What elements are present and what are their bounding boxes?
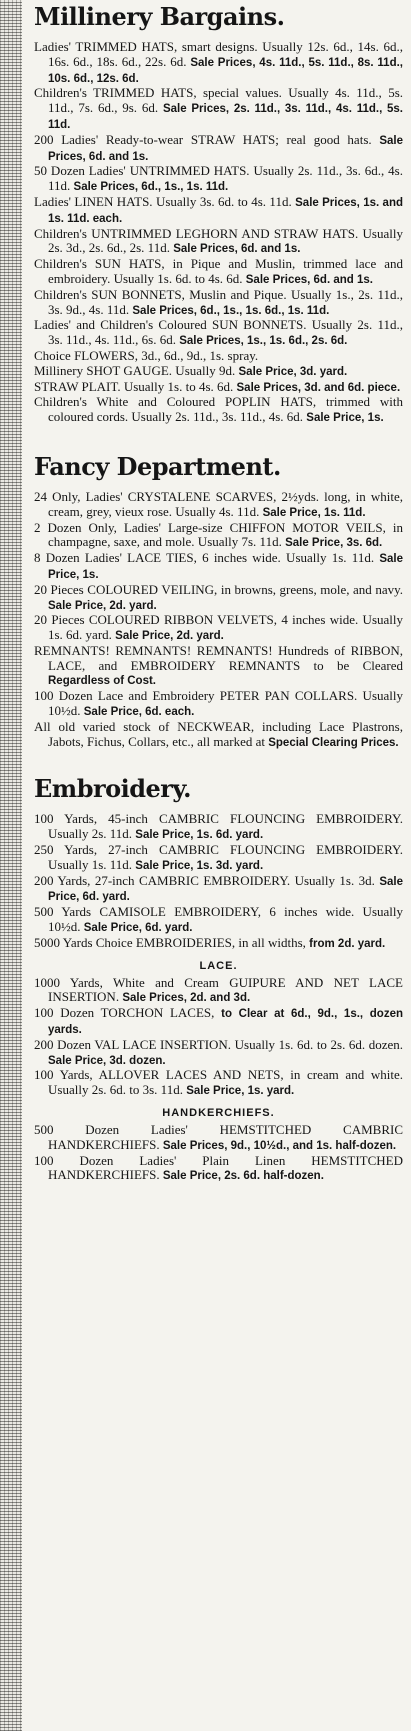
list-item: 20 Pieces COLOURED RIBBON VELVETS, 4 inches wide. Usually 1s. 6d. yard. Sale Price, 2d. yard.	[34, 612, 403, 643]
embroidery-list	[34, 812, 403, 951]
list-item: 100 Dozen Ladies' Plain Linen HEMSTITCHED HANDKERCHIEFS. Sale Price, 2s. 6d. half-dozen.	[34, 1152, 403, 1183]
list-item: 250 Yards, 27-inch CAMBRIC FLOUNCING EMBROIDERY. Usually 1s. 11d. Sale Price, 1s. 3d. yard.	[34, 842, 403, 872]
section-heading-fancy: Fancy Department.	[34, 451, 281, 481]
list-item: 500 Dozen Ladies' HEMSTITCHED CAMBRIC HANDKERCHIEFS. Sale Prices, 9d., 10½d., and 1s. half-dozen.	[34, 1122, 403, 1152]
list-item: 100 Dozen Lace and Embroidery PETER PAN COLLARS. Usually 10½d. Sale Price, 6d. each.	[34, 688, 403, 719]
millinery-list	[34, 40, 403, 426]
section-heading-millinery: Millinery Bargains.	[34, 2, 285, 31]
torn-paper-edge	[0, 0, 22, 1731]
list-item: 100 Yards, ALLOVER LACES AND NETS, in cream and white. Usually 2s. 6d. to 3s. 11d. Sale Price, 1s. yard.	[34, 1067, 403, 1098]
list-item: Ladies' LINEN HATS. Usually 3s. 6d. to 4s. 11d. Sale Prices, 1s. and 1s. 11d. each.	[34, 193, 403, 225]
list-item: 24 Only, Ladies' CRYSTALENE SCARVES, 2½yds. long, in white, cream, grey, vieux rose. Usually 4s. 11d. Sale Price, 1s. 11d.	[34, 488, 403, 519]
list-item: 2 Dozen Only, Ladies' Large-size CHIFFON MOTOR VEILS, in champagne, saxe, and mole. Usually 7s. 11d. Sale Price, 3s. 6d.	[34, 519, 403, 550]
list-item: 500 Yards CAMISOLE EMBROIDERY, 6 inches wide. Usually 10½d. Sale Price, 6d. yard.	[34, 904, 403, 935]
list-item: 200 Dozen VAL LACE INSERTION. Usually 1s. 6d. to 2s. 6d. dozen. Sale Price, 3d. dozen.	[34, 1036, 403, 1067]
list-item: Ladies' TRIMMED HATS, smart designs. Usually 12s. 6d., 14s. 6d., 16s. 6d., 18s. 6d., 22s. 6d. Sale Prices, 4s. 11d., 5s. 11d., 8s. 11d., 10s. 6d., 12s. 6d.	[34, 39, 403, 85]
list-item: 100 Yards, 45-inch CAMBRIC FLOUNCING EMBROIDERY. Usually 2s. 11d. Sale Price, 1s. 6d. yard.	[34, 811, 403, 842]
list-item: Children's UNTRIMMED LEGHORN AND STRAW HATS. Usually 2s. 3d., 2s. 6d., 2s. 11d. Sale Prices, 6d. and 1s.	[34, 225, 403, 256]
advert-column	[34, 0, 403, 1184]
subheading-handkerchiefs: HANDKERCHIEFS.	[162, 1107, 275, 1120]
list-item: 20 Pieces COLOURED VEILING, in browns, greens, mole, and navy. Sale Price, 2d. yard.	[34, 581, 403, 612]
list-item: STRAW PLAIT. Usually 1s. to 4s. 6d. Sale Prices, 3d. and 6d. piece.	[34, 378, 401, 394]
list-item: 5000 Yards Choice EMBROIDERIES, in all widths, from 2d. yard.	[34, 934, 386, 950]
list-item: 200 Ladies' Ready-to-wear STRAW HATS; real good hats. Sale Prices, 6d. and 1s.	[34, 131, 404, 163]
list-item: 1000 Yards, White and Cream GUIPURE AND NET LACE INSERTION. Sale Prices, 2d. and 3d.	[34, 974, 403, 1005]
subheading-lace: LACE.	[199, 959, 238, 972]
handkerchiefs-list	[34, 1123, 403, 1184]
list-item: 200 Yards, 27-inch CAMBRIC EMBROIDERY. Usually 1s. 3d. Sale Price, 6d. yard.	[34, 872, 403, 904]
list-item: Children's White and Coloured POPLIN HATS, trimmed with coloured cords. Usually 2s. 11d., 3s. 11d., 4s. 6d. Sale Price, 1s.	[34, 394, 403, 425]
list-item: Choice FLOWERS, 3d., 6d., 9d., 1s. spray.	[34, 347, 259, 363]
list-item: Millinery SHOT GAUGE. Usually 9d. Sale Price, 3d. yard.	[34, 362, 348, 378]
list-item: Ladies' and Children's Coloured SUN BONNETS. Usually 2s. 11d., 3s. 11d., 4s. 11d., 6s. 6d. Sale Prices, 1s., 1s. 6d., 2s. 6d.	[34, 317, 403, 348]
list-item: Children's SUN BONNETS, Muslin and Pique. Usually 1s., 2s. 11d., 3s. 9d., 4s. 11d. Sale Prices, 6d., 1s., 1s. 6d., 1s. 11d.	[34, 286, 403, 317]
list-item: 8 Dozen Ladies' LACE TIES, 6 inches wide. Usually 1s. 11d. Sale Price, 1s.	[34, 550, 403, 581]
list-item: All old varied stock of NECKWEAR, including Lace Plastrons, Jabots, Fichus, Collars, etc., all marked at Special Clearing Prices.	[34, 718, 403, 749]
fancy-list	[34, 490, 403, 751]
section-heading-embroidery: Embroidery.	[34, 774, 191, 804]
list-item: Children's SUN HATS, in Pique and Muslin, trimmed lace and embroidery. Usually 1s. 6d. to 4s. 6d. Sale Prices, 6d. and 1s.	[34, 256, 403, 286]
list-item: REMNANTS! REMNANTS! REMNANTS! Hundreds of RIBBON, LACE, and EMBROIDERY REMNANTS to be Cleared Regardless of Cost.	[34, 642, 403, 688]
lace-list	[34, 976, 403, 1099]
list-item: Children's TRIMMED HATS, special values. Usually 4s. 11d., 5s. 11d., 7s. 6d., 9s. 6d. Sale Prices, 2s. 11d., 3s. 11d., 4s. 11d., 5s. 11d.	[34, 85, 404, 131]
list-item: 50 Dozen Ladies' UNTRIMMED HATS. Usually 2s. 11d., 3s. 6d., 4s. 11d. Sale Prices, 6d., 1s., 1s. 11d.	[34, 163, 403, 194]
list-item: 100 Dozen TORCHON LACES, to Clear at 6d., 9d., 1s., dozen yards.	[34, 1005, 404, 1037]
